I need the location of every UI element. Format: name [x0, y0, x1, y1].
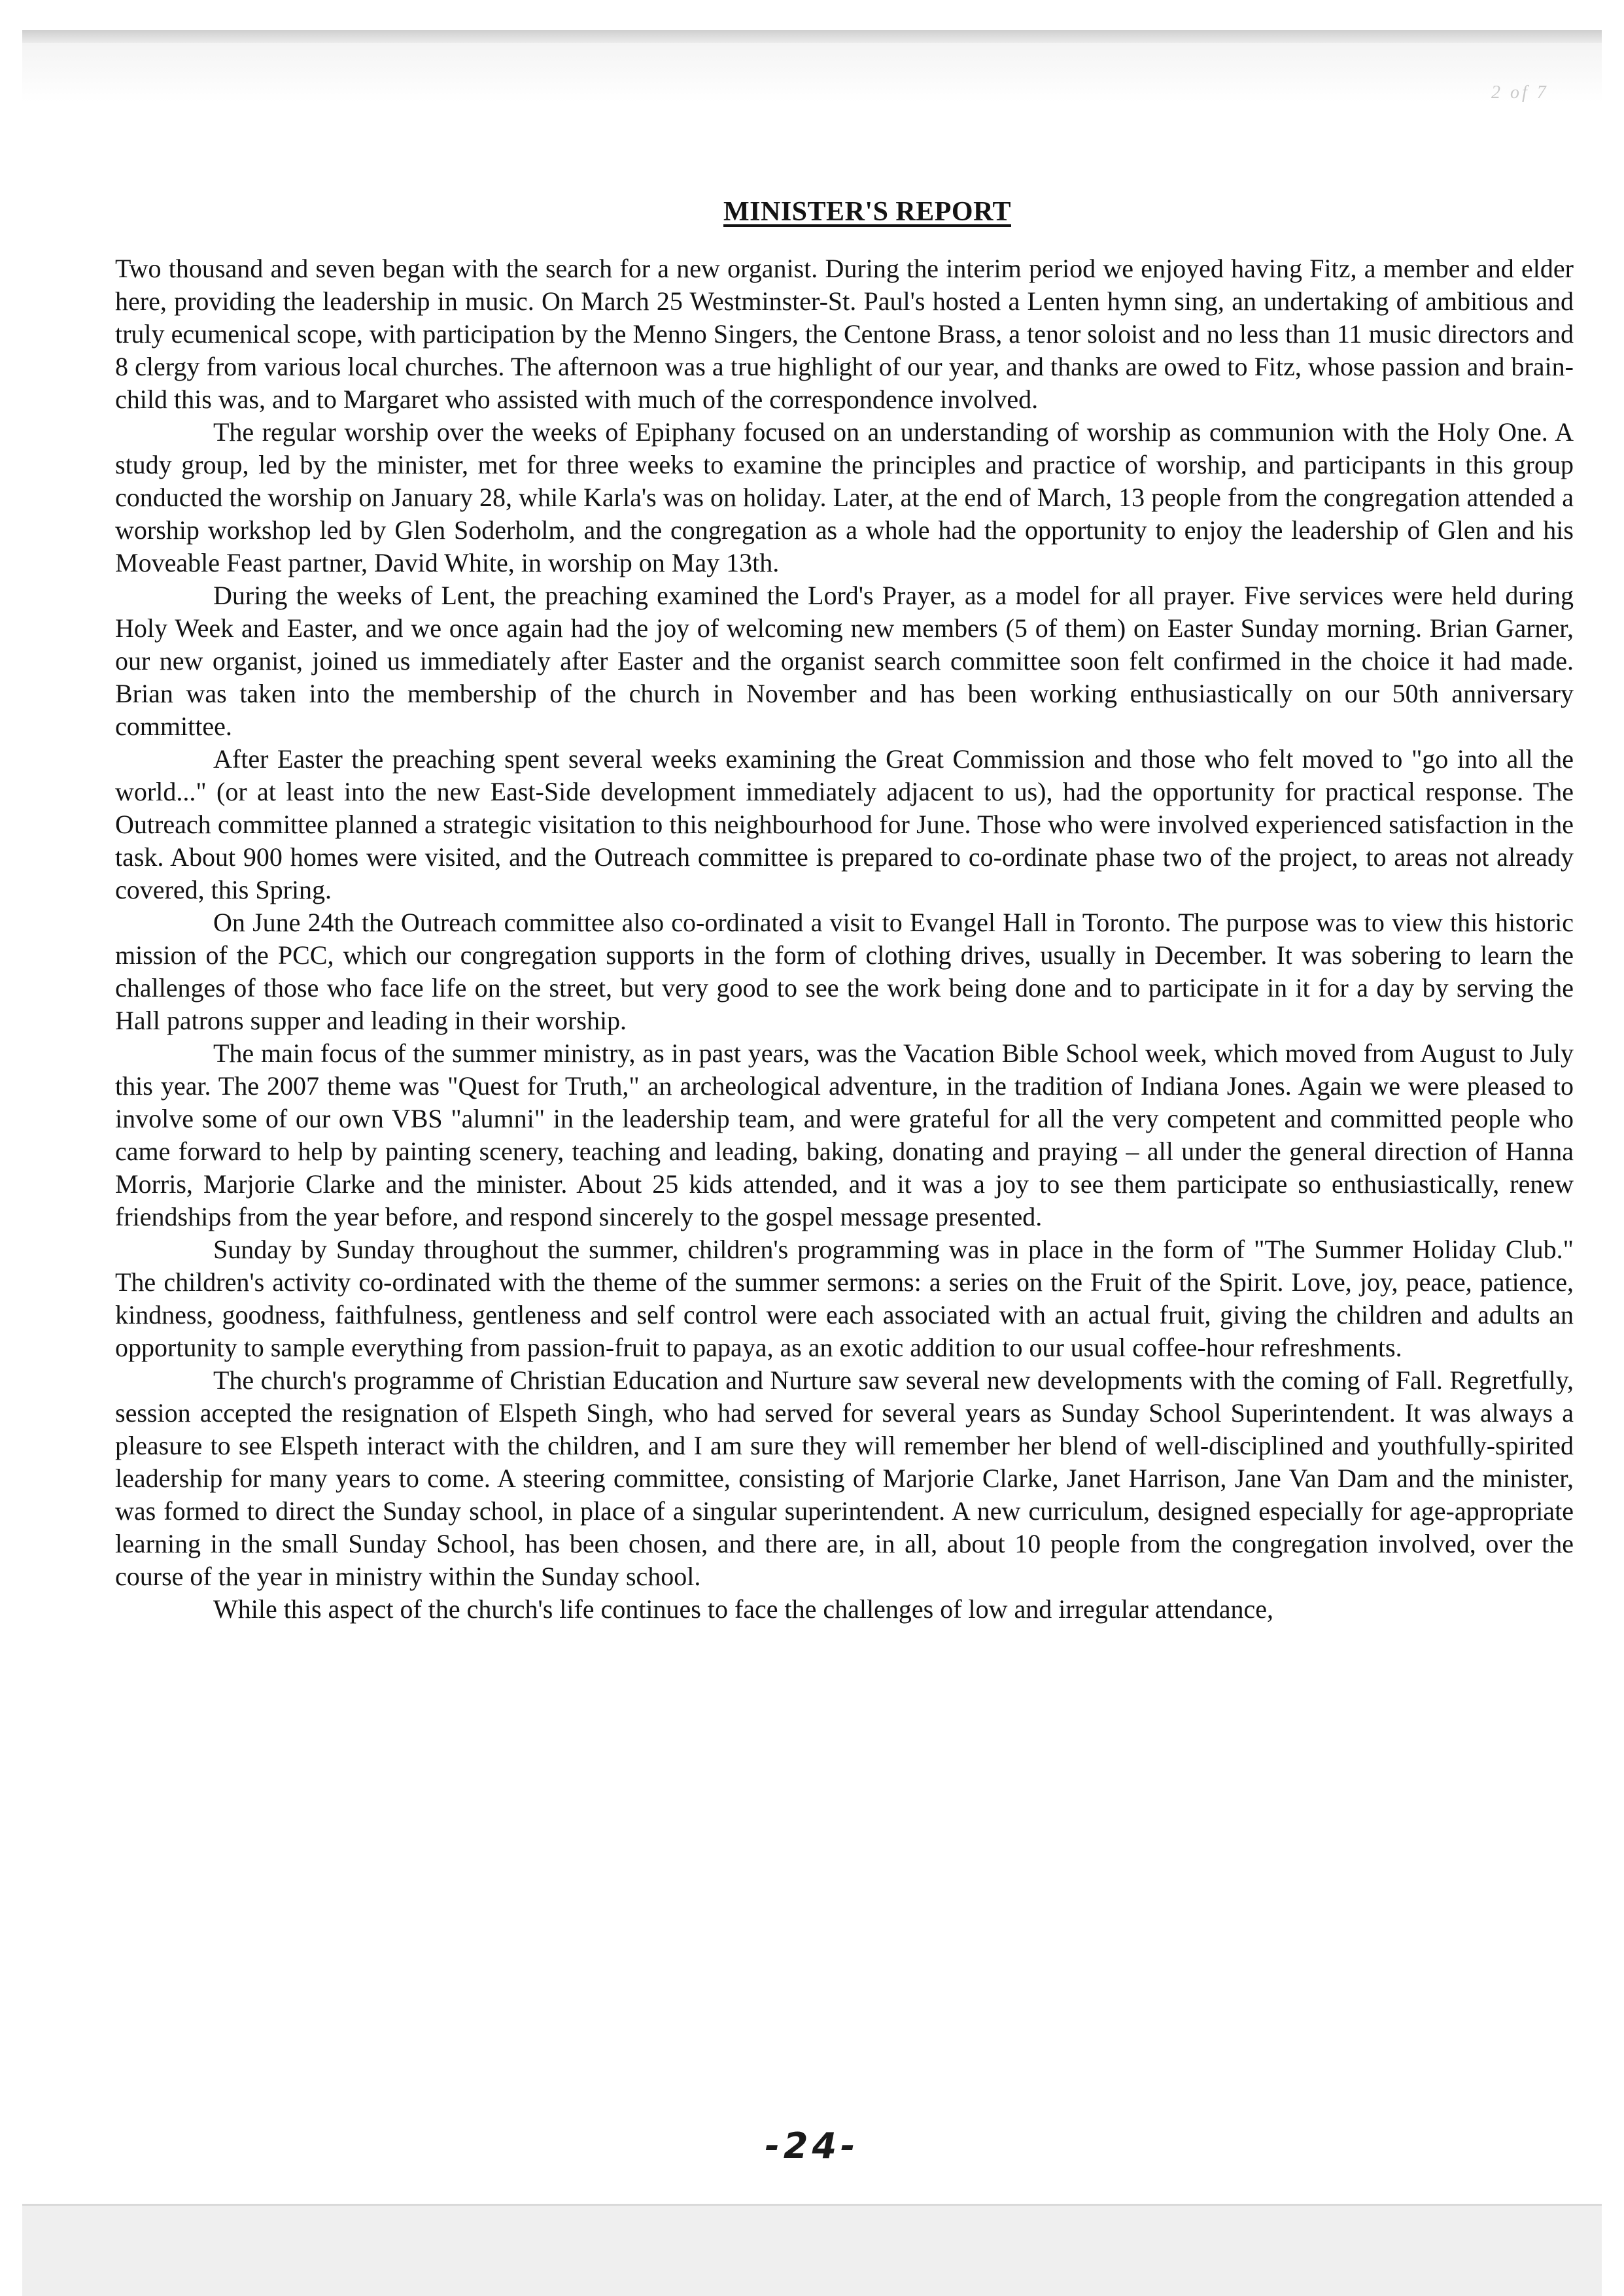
paragraph-2: The regular worship over the weeks of Epiphany focused on an understanding of worship as communion with the Holy One. A study group, led by the minister, met for three weeks to examine the principles and practice of worship, and participants in this group conducted the worship on January 28, while Karla's was on holiday. Later, at the end of March, 13 people from the congregation attended a worship workshop led by Glen Soderholm, and the congregation as a whole had the opportunity to enjoy the leadership of Glen and his Moveable Feast partner, David White, in worship on May 13th.: [115, 417, 1574, 577]
paragraph-1: Two thousand and seven began with the search for a new organist. During the interim period we enjoyed having Fitz, a member and elder here, providing the leadership in music. On March 25 Westminster-St. Paul's hosted a Lenten hymn sing, an undertaking of ambitious and truly ecumenical scope, with participation by the Menno Singers, the Centone Brass, a tenor soloist and no less than 11 music directors and 8 clergy from various local churches. The afternoon was a true highlight of our year, and thanks are owed to Fitz, whose passion and brain-child this was, and to Margaret who assisted with much of the correspondence involved.: [115, 254, 1574, 414]
paragraph-8: The church's programme of Christian Education and Nurture saw several new developments with the coming of Fall. Regretfully, session accepted the resignation of Elspeth Singh, who had served for several years as Sunday School Superintendent. It was always a pleasure to see Elspeth interact with the children, and I am sure they will remember her blend of well-disciplined and youthfully-spirited leadership for many years to come. A steering committee, consisting of Marjorie Clarke, Janet Harrison, Jane Van Dam and the minister, was formed to direct the Sunday school, in place of a singular superintendent. A new curriculum, designed especially for age-appropriate learning in the small Sunday School, has been chosen, and there are, in all, about 10 people from the congregation involved, over the course of the year in ministry within the Sunday school.: [115, 1365, 1574, 1591]
page-number: -24-: [765, 2125, 859, 2167]
paragraph-7: Sunday by Sunday throughout the summer, children's programming was in place in the form of "The Summer Holiday Club." The children's activity co-ordinated with the theme of the summer sermons: a series on the Fruit of the Spirit. Love, joy, peace, patience, kindness, goodness, faithfulness, gentleness and self control were each associated with an actual fruit, giving the children and adults an opportunity to sample everything from passion-fruit to papaya, as an exotic addition to our usual coffee-hour refreshments.: [115, 1235, 1574, 1362]
document-page: [115, 196, 1574, 1626]
paragraph-9: While this aspect of the church's life continues to face the challenges of low and irregular attendance,: [213, 1594, 1273, 1624]
paragraph-3: During the weeks of Lent, the preaching examined the Lord's Prayer, as a model for all prayer. Five services were held during Holy Week and Easter, and we once again had the joy of welcoming new members (5 of them) on Easter Sunday morning. Brian Garner, our new organist, joined us immediately after Easter and the organist search committee soon felt confirmed in the choice it had made. Brian was taken into the membership of the church in November and has been working enthusiastically on our 50th anniversary committee.: [115, 581, 1574, 741]
paragraph-5: On June 24th the Outreach committee also co-ordinated a visit to Evangel Hall in Toronto. The purpose was to view this historic mission of the PCC, which our congregation supports in the form of clothing drives, usually in December. It was sobering to learn the challenges of those who face life on the street, but very good to see the work being done and to participate in it for a day by serving the Hall patrons supper and leading in their worship.: [115, 908, 1574, 1035]
report-body: [115, 252, 1574, 1626]
paragraph-4: After Easter the preaching spent several weeks examining the Great Commission and those who felt moved to "go into all the world..." (or at least into the new East-Side development immediately adjacent to us), had the opportunity for practical response. The Outreach committee planned a strategic visitation to this neighbourhood for June. Those who were involved experienced satisfaction in the task. About 900 homes were visited, and the Outreach committee is prepared to co-ordinate phase two of the project, to areas not already covered, this Spring.: [115, 744, 1574, 904]
corner-mark: 2 of 7: [1491, 82, 1549, 103]
scan-bottom-edge: [22, 2204, 1602, 2296]
paragraph-6: The main focus of the summer ministry, as in past years, was the Vacation Bible School week, which moved from August to July this year. The 2007 theme was "Quest for Truth," an archeological adventure, in the tradition of Indiana Jones. Again we were pleased to involve some of our own VBS "alumni" in the leadership team, and were grateful for all the very competent and committed people who came forward to help by painting scenery, teaching and leading, baking, donating and praying – all under the general direction of Hanna Morris, Marjorie Clarke and the minister. About 25 kids attended, and it was a joy to see them participate so enthusiastically, renew friendships from the year before, and respond sincerely to the gospel message presented.: [115, 1038, 1574, 1231]
scan-top-edge: [22, 30, 1602, 43]
scan-top-shadow: [22, 43, 1602, 102]
page-title: MINISTER'S REPORT: [723, 197, 1011, 227]
